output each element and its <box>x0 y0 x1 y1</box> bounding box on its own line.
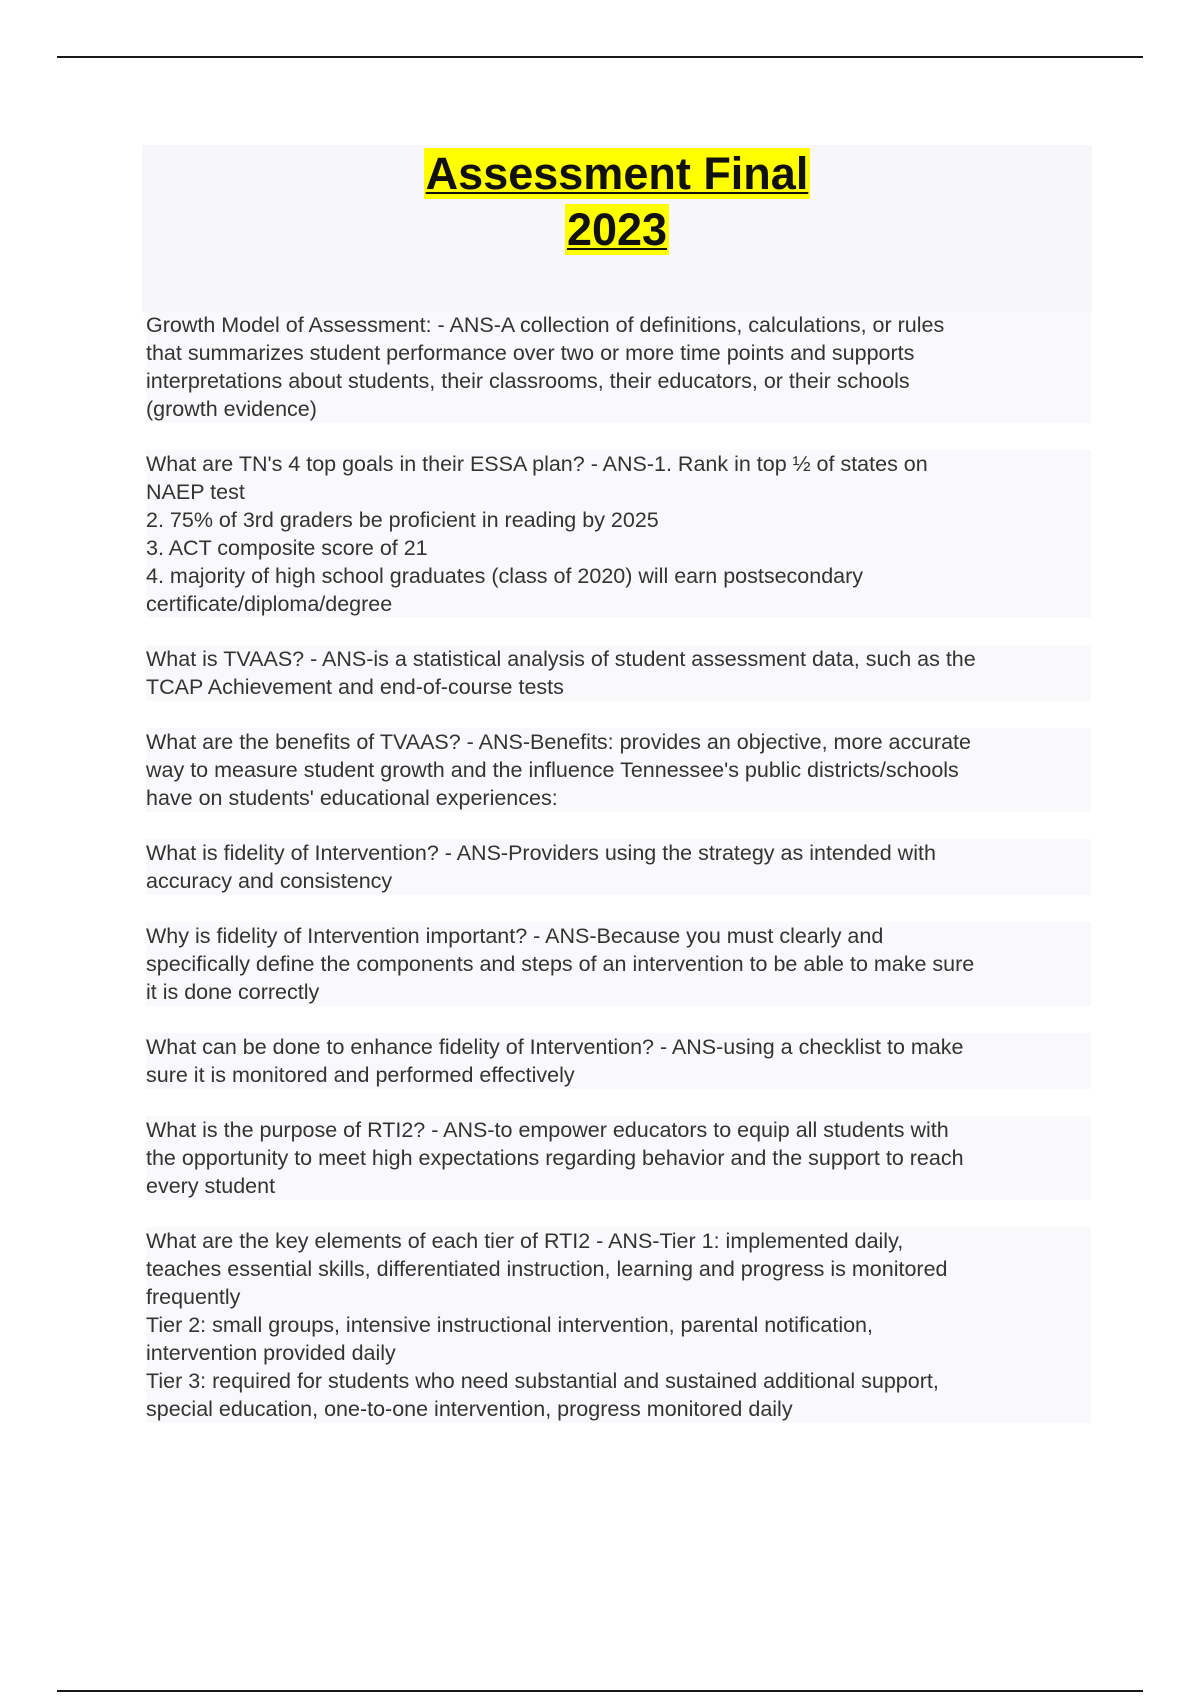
qa-item <box>146 311 1091 423</box>
qa-item-line: have on students' educational experiences: <box>146 786 558 810</box>
qa-item-line: the opportunity to meet high expectations regarding behavior and the support to reach <box>146 1146 964 1170</box>
qa-item-line: certificate/diploma/degree <box>146 592 393 616</box>
qa-item-line: every student <box>146 1174 276 1198</box>
qa-item <box>146 1227 1091 1423</box>
qa-item <box>146 1033 1091 1089</box>
qa-item <box>146 450 1091 618</box>
qa-item-line: sure it is monitored and performed effectively <box>146 1063 575 1087</box>
qa-item-line: What are TN's 4 top goals in their ESSA plan? - ANS-1. Rank in top ½ of states on <box>146 452 928 476</box>
qa-item-line: 4. majority of high school graduates (class of 2020) will earn postsecondary <box>146 564 864 588</box>
qa-item <box>146 645 1091 701</box>
qa-list <box>146 311 1091 1450</box>
qa-item-line: (growth evidence) <box>146 397 317 421</box>
qa-item-line: What is fidelity of Intervention? - ANS-Providers using the strategy as intended with <box>146 841 936 865</box>
qa-item-line: What is the purpose of RTI2? - ANS-to empower educators to equip all students with <box>146 1118 949 1142</box>
qa-item <box>146 839 1091 895</box>
qa-item-line: Tier 2: small groups, intensive instructional intervention, parental notification, <box>146 1313 873 1337</box>
qa-item-line: What can be done to enhance fidelity of Intervention? - ANS-using a checklist to make <box>146 1035 964 1059</box>
qa-item-line: teaches essential skills, differentiated instruction, learning and progress is monitored <box>146 1257 948 1281</box>
bottom-rule <box>57 1690 1143 1692</box>
qa-item-line: way to measure student growth and the influence Tennessee's public districts/schools <box>146 758 959 782</box>
qa-item-line: What are the key elements of each tier of RTI2 - ANS-Tier 1: implemented daily, <box>146 1229 904 1253</box>
qa-item-line: 2. 75% of 3rd graders be proficient in reading by 2025 <box>146 508 659 532</box>
qa-item-line: it is done correctly <box>146 980 320 1004</box>
qa-item-line: Growth Model of Assessment: - ANS-A collection of definitions, calculations, or rules <box>146 313 945 337</box>
qa-item <box>146 728 1091 812</box>
qa-item-line: Tier 3: required for students who need substantial and sustained additional support, <box>146 1369 939 1393</box>
qa-item <box>146 922 1091 1006</box>
title-line-2: 2023 <box>566 204 668 255</box>
qa-item-line: specifically define the components and steps of an intervention to be able to make sure <box>146 952 975 976</box>
qa-item-line: TCAP Achievement and end-of-course tests <box>146 675 564 699</box>
qa-item-line: accuracy and consistency <box>146 869 393 893</box>
qa-item-line: 3. ACT composite score of 21 <box>146 536 428 560</box>
qa-item-line: special education, one-to-one intervention, progress monitored daily <box>146 1397 793 1421</box>
top-rule <box>57 56 1143 58</box>
qa-item-line: What are the benefits of TVAAS? - ANS-Benefits: provides an objective, more accurate <box>146 730 971 754</box>
qa-item-line: NAEP test <box>146 480 245 504</box>
qa-item-line: frequently <box>146 1285 241 1309</box>
qa-item-line: that summarizes student performance over two or more time points and supports <box>146 341 915 365</box>
qa-item-line: intervention provided daily <box>146 1341 396 1365</box>
qa-item-line: interpretations about students, their classrooms, their educators, or their schools <box>146 369 910 393</box>
title-line-1: Assessment Final <box>425 148 809 199</box>
qa-item-line: Why is fidelity of Intervention important? - ANS-Because you must clearly and <box>146 924 884 948</box>
qa-item-line: What is TVAAS? - ANS-is a statistical analysis of student assessment data, such as the <box>146 647 976 671</box>
document-title <box>142 146 1092 258</box>
qa-item <box>146 1116 1091 1200</box>
